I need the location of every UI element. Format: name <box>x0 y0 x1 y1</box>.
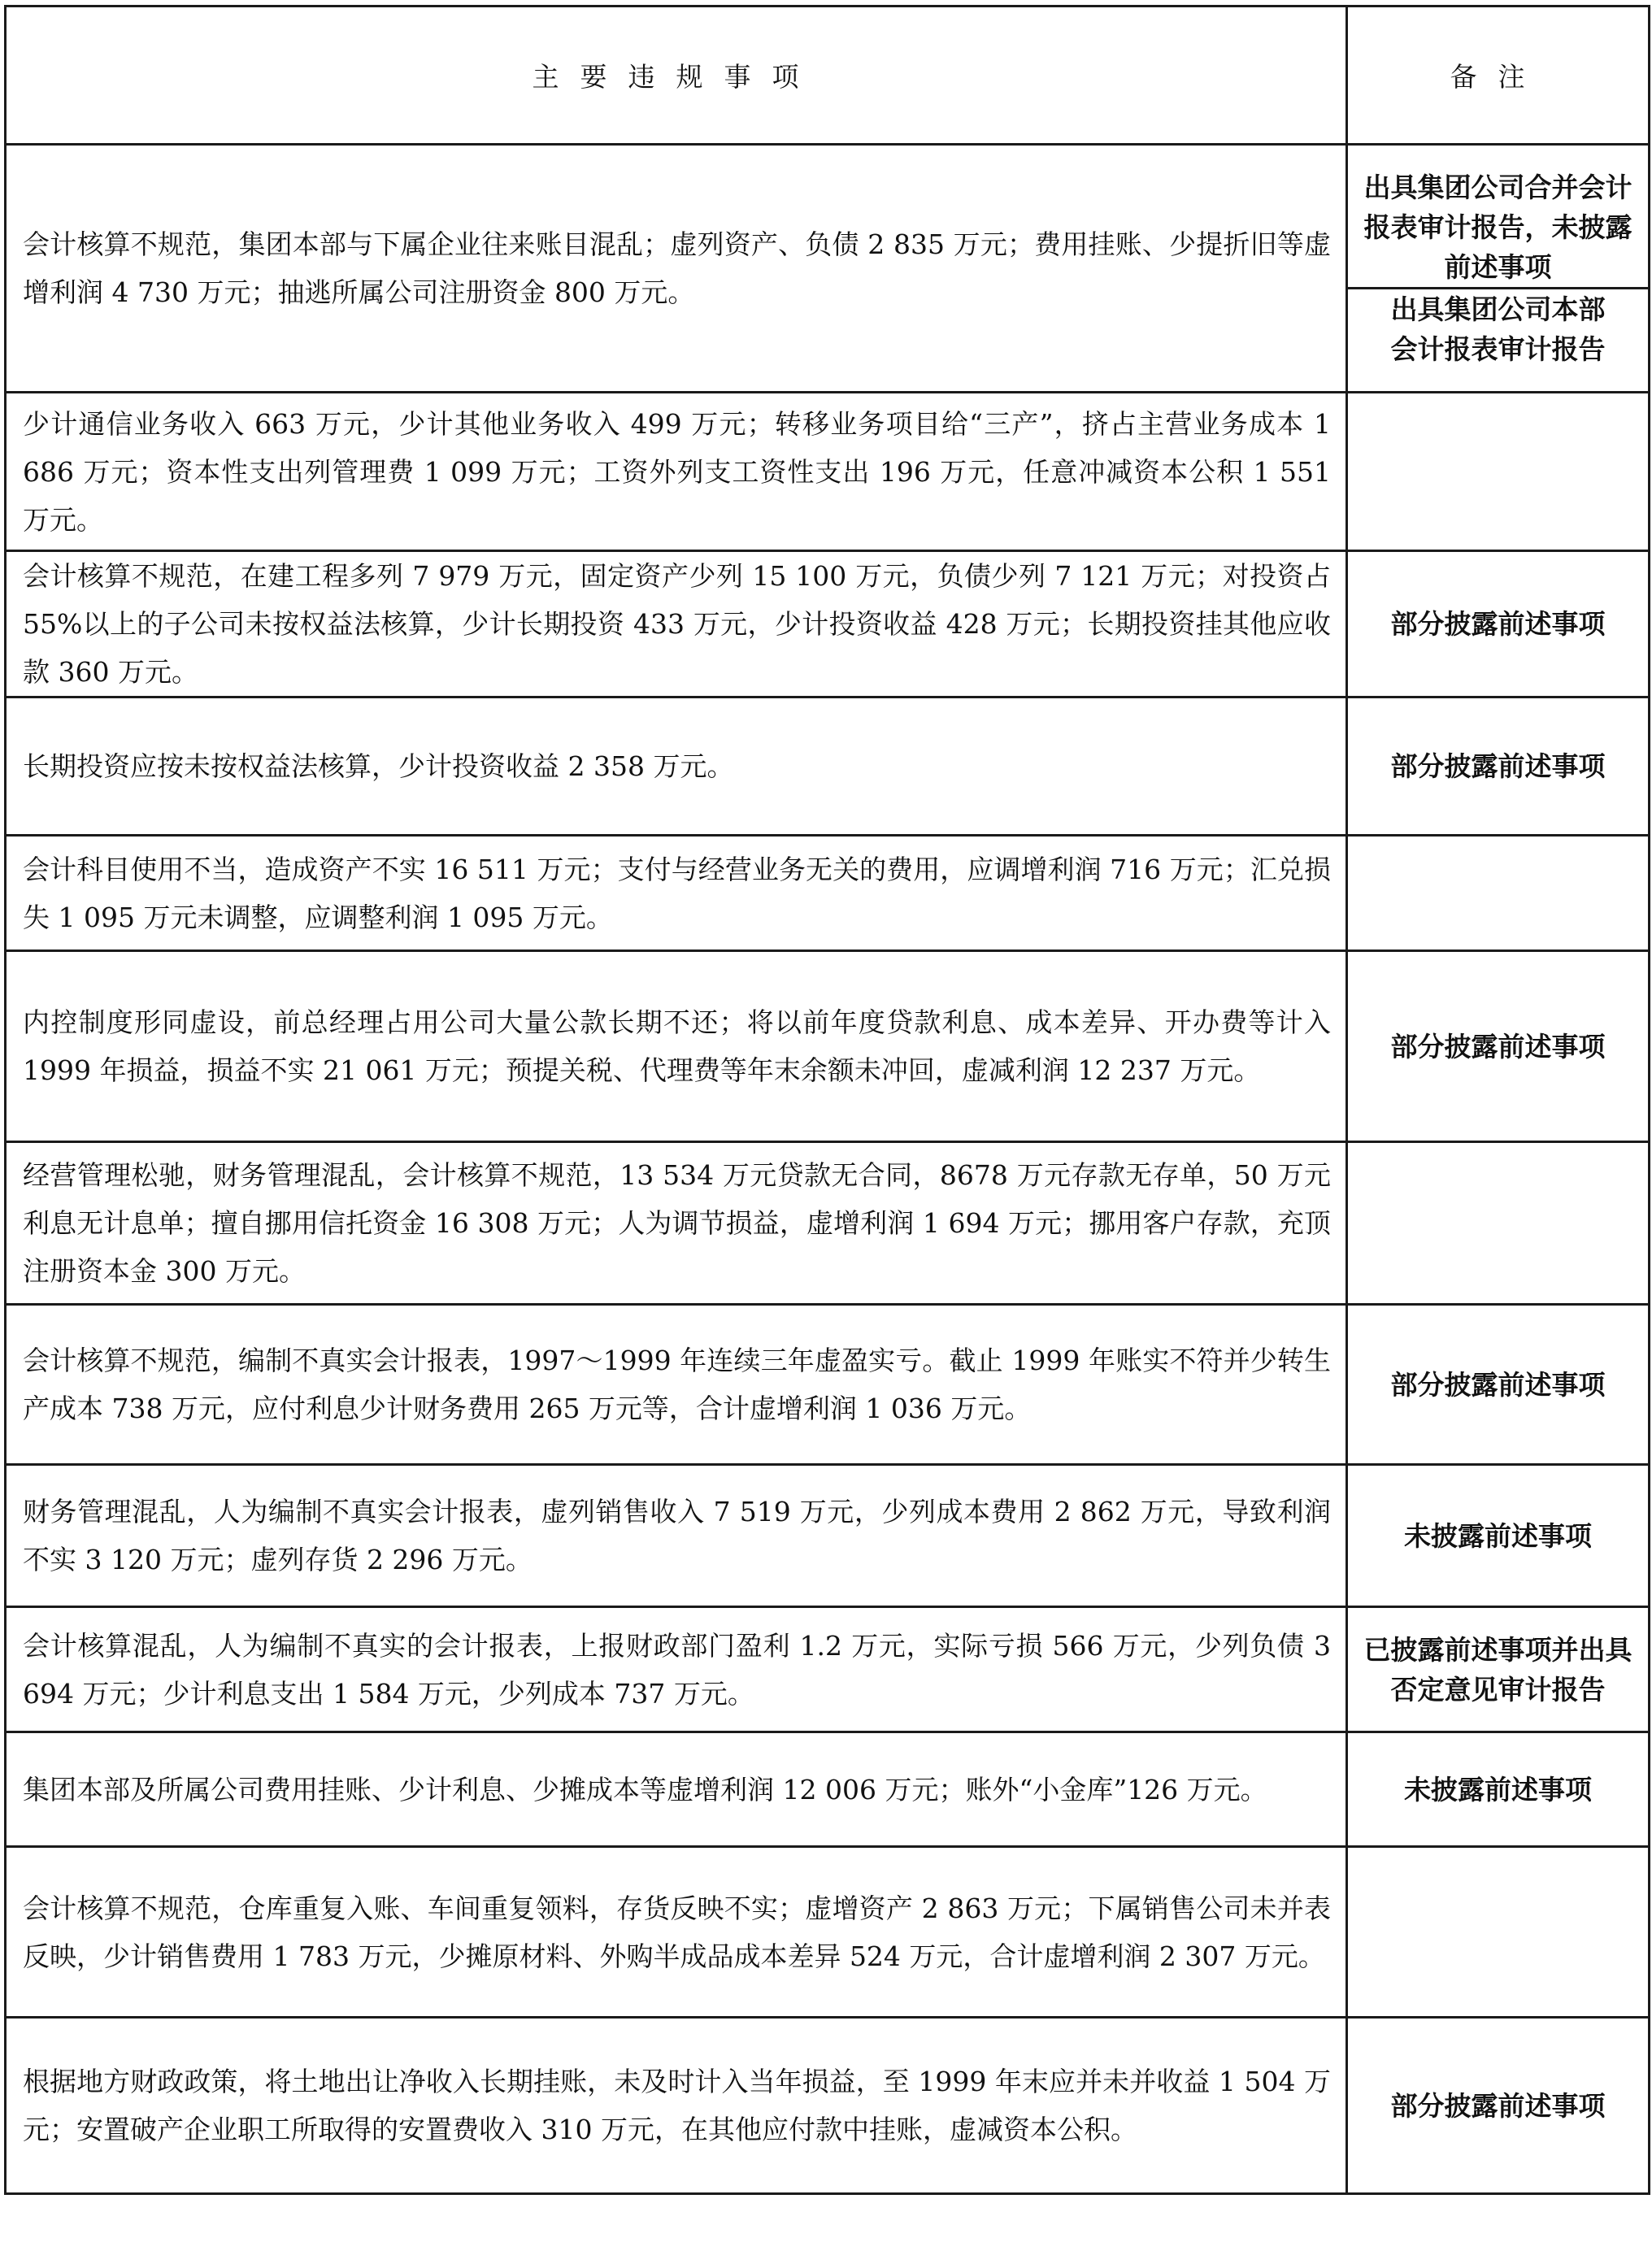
table-row <box>6 1305 1650 1465</box>
note-text: 部分披露前述事项 <box>1347 1305 1650 1465</box>
violation-text: 根据地方财政政策，将土地出让净收入长期挂账，未及时计入当年损益，至 1999 年末应并未并收益 1 504 万元；安置破产企业职工所取得的安置费收入 310 万元，在其他应付款中挂账，虚减资本公积。 <box>6 2018 1347 2194</box>
note-text: 部分披露前述事项 <box>1347 951 1650 1142</box>
table-row <box>6 836 1650 951</box>
table-row <box>6 393 1650 551</box>
note-text: 未披露前述事项 <box>1347 1732 1650 1847</box>
header-main: 主要违规事项 <box>6 7 1347 145</box>
note-text: 部分披露前述事项 <box>1347 2018 1650 2194</box>
note-text: 已披露前述事项并出具否定意见审计报告 <box>1347 1607 1650 1732</box>
note-text: 未披露前述事项 <box>1347 1465 1650 1607</box>
violation-text: 会计科目使用不当，造成资产不实 16 511 万元；支付与经营业务无关的费用，应调增利润 716 万元；汇兑损失 1 095 万元未调整，应调整利润 1 095 万元。 <box>6 836 1347 951</box>
table-row <box>6 1732 1650 1847</box>
violation-text: 财务管理混乱，人为编制不真实会计报表，虚列销售收入 7 519 万元，少列成本费用 2 862 万元，导致利润不实 3 120 万元；虚列存货 2 296 万元。 <box>6 1465 1347 1607</box>
table-row <box>6 697 1650 836</box>
table-row <box>6 2018 1650 2194</box>
violation-text: 会计核算不规范，仓库重复入账、车间重复领料，存货反映不实；虚增资产 2 863 万元；下属销售公司未并表反映，少计销售费用 1 783 万元，少摊原材料、外购半成品成本差异 524 万元，合计虚增利润 2 307 万元。 <box>6 1847 1347 2018</box>
violations-table <box>4 5 1650 2195</box>
violation-text: 集团本部及所属公司费用挂账、少计利息、少摊成本等虚增利润 12 006 万元；账外“小金库”126 万元。 <box>6 1732 1347 1847</box>
note-text: 出具集团公司合并会计报表审计报告，未披露前述事项 <box>1363 172 1632 283</box>
table-row <box>6 1465 1650 1607</box>
note-cell <box>1347 145 1650 393</box>
note-text: 出具集团公司本部会计报表审计报告 <box>1348 287 1648 369</box>
table-row <box>6 1607 1650 1732</box>
note-text: 部分披露前述事项 <box>1347 697 1650 836</box>
header-note: 备注 <box>1347 7 1650 145</box>
violation-text: 会计核算混乱，人为编制不真实的会计报表，上报财政部门盈利 1.2 万元，实际亏损 566 万元，少列负债 3 694 万元；少计利息支出 1 584 万元，少列成本 737 万元。 <box>6 1607 1347 1732</box>
violation-text: 长期投资应按未按权益法核算，少计投资收益 2 358 万元。 <box>6 697 1347 836</box>
table-row <box>6 145 1650 393</box>
table-row <box>6 1142 1650 1305</box>
note-text <box>1347 1142 1650 1305</box>
violation-text: 经营管理松驰，财务管理混乱，会计核算不规范，13 534 万元贷款无合同，8678 万元存款无存单，50 万元利息无计息单；擅自挪用信托资金 16 308 万元；人为调节损益，虚增利润 1 694 万元；挪用客户存款，充顶注册资本金 300 万元。 <box>6 1142 1347 1305</box>
violation-text: 会计核算不规范，在建工程多列 7 979 万元，固定资产少列 15 100 万元，负债少列 7 121 万元；对投资占 55%以上的子公司未按权益法核算，少计长期投资 433 万元，少计投资收益 428 万元；长期投资挂其他应收款 360 万元。 <box>6 551 1347 697</box>
violation-text: 会计核算不规范，集团本部与下属企业往来账目混乱；虚列资产、负债 2 835 万元；费用挂账、少提折旧等虚增利润 4 730 万元；抽逃所属公司注册资金 800 万元。 <box>6 145 1347 393</box>
violation-text: 少计通信业务收入 663 万元，少计其他业务收入 499 万元；转移业务项目给“三产”，挤占主营业务成本 1 686 万元；资本性支出列管理费 1 099 万元；工资外列支工资性支出 196 万元，任意冲减资本公积 1 551 万元。 <box>6 393 1347 551</box>
violation-text: 内控制度形同虚设，前总经理占用公司大量公款长期不还；将以前年度贷款利息、成本差异、开办费等计入 1999 年损益，损益不实 21 061 万元；预提关税、代理费等年末余额未冲回，虚减利润 12 237 万元。 <box>6 951 1347 1142</box>
note-text <box>1347 393 1650 551</box>
note-text <box>1347 836 1650 951</box>
note-text <box>1347 1847 1650 2018</box>
header-row <box>6 7 1650 145</box>
table-row <box>6 551 1650 697</box>
table-row <box>6 1847 1650 2018</box>
note-text: 部分披露前述事项 <box>1347 551 1650 697</box>
table-row <box>6 951 1650 1142</box>
violation-text: 会计核算不规范，编制不真实会计报表，1997～1999 年连续三年虚盈实亏。截止 1999 年账实不符并少转生产成本 738 万元，应付利息少计财务费用 265 万元等，合计虚增利润 1 036 万元。 <box>6 1305 1347 1465</box>
